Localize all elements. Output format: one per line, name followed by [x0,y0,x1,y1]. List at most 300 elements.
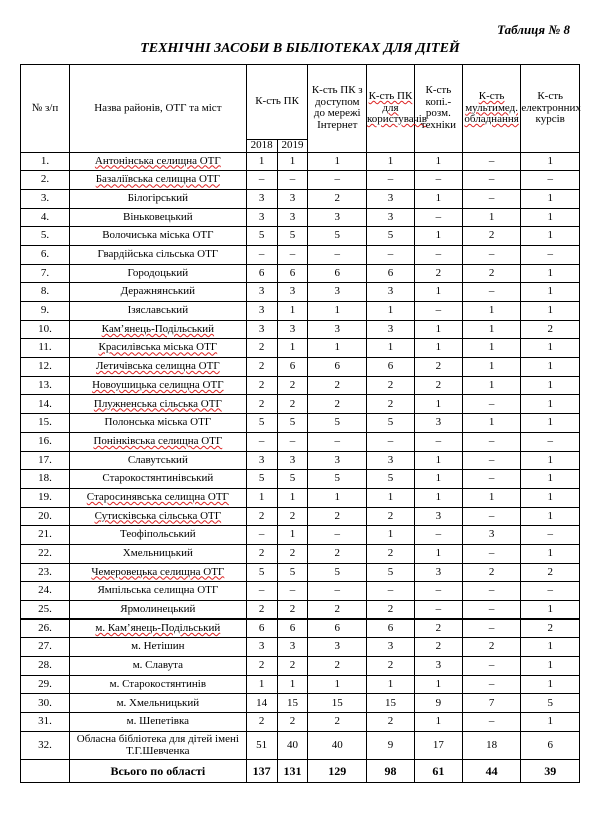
table-row [21,414,580,433]
row-number: 32. [21,731,70,759]
cell-users: 1 [367,302,415,321]
cell-ec: 1 [521,208,580,227]
cell-pc18: 3 [246,302,277,321]
cell-users: – [367,171,415,190]
cell-pc19: 5 [277,563,308,582]
row-number: 29. [21,675,70,694]
cell-equip: – [414,171,462,190]
table-row [21,638,580,657]
cell-ec: 1 [521,601,580,620]
row-name: Кам’янець-Подільський [69,320,246,339]
total-mm: 44 [462,759,521,782]
row-number: 11. [21,339,70,358]
row-number: 31. [21,713,70,732]
table-row [21,675,580,694]
cell-mm: – [462,189,521,208]
cell-mm: 1 [462,358,521,377]
cell-inet: 40 [308,731,367,759]
cell-pc19: 3 [277,320,308,339]
cell-equip: 2 [414,264,462,283]
cell-pc18: 14 [246,694,277,713]
cell-equip: 2 [414,638,462,657]
cell-pc18: 3 [246,189,277,208]
cell-mm: 1 [462,208,521,227]
cell-mm: – [462,601,521,620]
cell-inet: 2 [308,376,367,395]
cell-equip: 2 [414,358,462,377]
row-name: м. Шепетівка [69,713,246,732]
cell-users: – [367,245,415,264]
table-row [21,432,580,451]
row-name: м. Кам’янець-Подільський [69,619,246,638]
cell-mm: – [462,470,521,489]
cell-inet: 6 [308,619,367,638]
cell-mm: – [462,152,521,171]
cell-users: – [367,582,415,601]
total-label: Всього по області [69,759,246,782]
row-number: 15. [21,414,70,433]
cell-inet: – [308,171,367,190]
row-name: Волочиська міська ОТГ [69,227,246,246]
cell-mm: 1 [462,302,521,321]
cell-pc19: 5 [277,414,308,433]
row-number: 9. [21,302,70,321]
cell-inet: 1 [308,339,367,358]
table-row [21,171,580,190]
cell-users: 3 [367,320,415,339]
total-pc19: 131 [277,759,308,782]
row-name: Понінківська селищна ОТГ [69,432,246,451]
cell-equip: 1 [414,544,462,563]
cell-mm: 2 [462,563,521,582]
cell-users: 1 [367,152,415,171]
cell-equip: 1 [414,675,462,694]
table-row [21,208,580,227]
cell-equip: 3 [414,657,462,676]
cell-users: 5 [367,470,415,489]
cell-pc19: 5 [277,227,308,246]
row-number: 3. [21,189,70,208]
row-number: 6. [21,245,70,264]
cell-mm: – [462,582,521,601]
header-year-2018: 2018 [246,140,277,153]
table-row [21,320,580,339]
cell-equip: 1 [414,470,462,489]
cell-inet: 2 [308,544,367,563]
cell-ec: 1 [521,638,580,657]
cell-ec: 1 [521,488,580,507]
cell-pc19: 2 [277,507,308,526]
row-name: Старокостянтинівський [69,470,246,489]
header-name: Назва районів, ОТГ та міст [69,65,246,153]
cell-pc18: 1 [246,152,277,171]
cell-mm: 18 [462,731,521,759]
cell-users: 3 [367,638,415,657]
row-name: Гвардійська сільська ОТГ [69,245,246,264]
cell-ec: 1 [521,358,580,377]
technical-equipment-table [20,64,580,783]
cell-pc18: 1 [246,675,277,694]
cell-inet: 2 [308,713,367,732]
row-number: 16. [21,432,70,451]
cell-users: 2 [367,601,415,620]
row-name: Антонінська селищна ОТГ [69,152,246,171]
total-ec: 39 [521,759,580,782]
cell-inet: 6 [308,358,367,377]
cell-pc19: 5 [277,470,308,489]
cell-pc18: 2 [246,601,277,620]
cell-pc18: 2 [246,358,277,377]
cell-inet: 5 [308,414,367,433]
row-name: Хмельницький [69,544,246,563]
cell-users: 1 [367,488,415,507]
cell-equip: – [414,245,462,264]
cell-pc18: 3 [246,638,277,657]
row-name: Летичівська селищна ОТГ [69,358,246,377]
cell-mm: – [462,544,521,563]
cell-pc18: – [246,245,277,264]
header-number: № з/п [21,65,70,153]
cell-users: 6 [367,264,415,283]
cell-ec: 1 [521,507,580,526]
cell-pc18: – [246,432,277,451]
cell-ec: – [521,526,580,545]
row-name: Теофіпольський [69,526,246,545]
cell-pc19: 6 [277,264,308,283]
header-pc-count: К-сть ПК [246,65,308,140]
cell-pc18: – [246,582,277,601]
cell-pc19: 2 [277,395,308,414]
header-year-2019: 2019 [277,140,308,153]
cell-equip: 1 [414,451,462,470]
cell-ec: 1 [521,544,580,563]
cell-users: 2 [367,657,415,676]
row-name: м. Славута [69,657,246,676]
row-name: Полонська міська ОТГ [69,414,246,433]
row-number: 5. [21,227,70,246]
cell-mm: – [462,283,521,302]
cell-ec: 1 [521,227,580,246]
cell-pc18: 2 [246,713,277,732]
row-name: Ізяславський [69,302,246,321]
cell-equip: – [414,582,462,601]
cell-pc19: 2 [277,601,308,620]
row-name: м. Нетішин [69,638,246,657]
cell-inet: 5 [308,563,367,582]
row-name: Чемеровецька селищна ОТГ [69,563,246,582]
row-name: Городоцький [69,264,246,283]
cell-ec: 5 [521,694,580,713]
cell-inet: 3 [308,320,367,339]
table-row [21,470,580,489]
cell-mm: 1 [462,414,521,433]
total-inet: 129 [308,759,367,782]
cell-pc19: 2 [277,657,308,676]
cell-pc18: 5 [246,470,277,489]
cell-ec: 1 [521,395,580,414]
cell-pc19: 2 [277,544,308,563]
row-number: 2. [21,171,70,190]
cell-equip: 1 [414,395,462,414]
cell-pc19: 1 [277,339,308,358]
cell-ec: 1 [521,470,580,489]
cell-inet: 1 [308,488,367,507]
cell-inet: – [308,432,367,451]
cell-equip: 1 [414,152,462,171]
cell-inet: 15 [308,694,367,713]
cell-ec: 1 [521,657,580,676]
table-row [21,582,580,601]
table-row [21,526,580,545]
cell-mm: 1 [462,488,521,507]
cell-inet: 2 [308,601,367,620]
row-number: 22. [21,544,70,563]
row-number: 12. [21,358,70,377]
cell-equip: 1 [414,339,462,358]
cell-inet: 3 [308,208,367,227]
row-name: Базаліївська селищна ОТГ [69,171,246,190]
row-number: 28. [21,657,70,676]
row-number: 19. [21,488,70,507]
table-row [21,488,580,507]
cell-equip: 2 [414,376,462,395]
row-name: Білогірський [69,189,246,208]
cell-equip: 3 [414,563,462,582]
cell-inet: 1 [308,152,367,171]
cell-pc19: 3 [277,451,308,470]
header-multimedia: К-сть мультимед. обладнання [462,65,521,153]
row-name: Деражнянський [69,283,246,302]
cell-users: 2 [367,544,415,563]
cell-pc18: – [246,171,277,190]
total-empty-cell [21,759,70,782]
row-number: 4. [21,208,70,227]
cell-pc18: 6 [246,619,277,638]
cell-ec: 1 [521,451,580,470]
cell-mm: – [462,432,521,451]
cell-pc18: 6 [246,264,277,283]
cell-mm: – [462,507,521,526]
cell-pc18: 2 [246,507,277,526]
cell-pc19: 2 [277,376,308,395]
row-number: 13. [21,376,70,395]
cell-equip: 17 [414,731,462,759]
table-row [21,713,580,732]
cell-equip: 1 [414,189,462,208]
row-number: 20. [21,507,70,526]
cell-users: 2 [367,713,415,732]
cell-pc18: – [246,526,277,545]
cell-pc19: – [277,582,308,601]
cell-ec: 1 [521,339,580,358]
row-name: Красилівська міська ОТГ [69,339,246,358]
cell-ec: – [521,171,580,190]
cell-inet: 5 [308,227,367,246]
cell-inet: – [308,245,367,264]
cell-users: 1 [367,675,415,694]
row-name: Старосинявська селищна ОТГ [69,488,246,507]
table-row [21,601,580,620]
cell-ec: 1 [521,189,580,208]
table-number-label: Таблиця № 8 [497,22,570,37]
row-number: 7. [21,264,70,283]
cell-inet: 1 [308,302,367,321]
cell-ec: 2 [521,619,580,638]
row-name: Плужненська сільська ОТГ [69,395,246,414]
cell-inet: 6 [308,264,367,283]
table-row [21,395,580,414]
table-row [21,302,580,321]
cell-equip: 9 [414,694,462,713]
row-number: 26. [21,619,70,638]
cell-pc19: 1 [277,675,308,694]
table-row [21,264,580,283]
cell-ec: 1 [521,264,580,283]
cell-users: 2 [367,376,415,395]
cell-mm: 2 [462,264,521,283]
table-row [21,731,580,759]
row-name: Обласна бібліотека для дітей імені Т.Г.Шевченка [69,731,246,759]
cell-pc19: 3 [277,283,308,302]
table-row [21,657,580,676]
cell-ec: 2 [521,320,580,339]
cell-users: 5 [367,227,415,246]
cell-pc18: 2 [246,657,277,676]
header-users-pc: К-сть ПК для користувачів [367,65,415,153]
cell-users: 1 [367,339,415,358]
table-row [21,227,580,246]
cell-ec: 1 [521,283,580,302]
cell-users: 5 [367,563,415,582]
cell-inet: 3 [308,451,367,470]
cell-pc18: 5 [246,563,277,582]
cell-pc19: 3 [277,189,308,208]
cell-pc18: 5 [246,414,277,433]
cell-users: 15 [367,694,415,713]
cell-ec: 1 [521,713,580,732]
cell-pc18: 2 [246,339,277,358]
total-pc18: 137 [246,759,277,782]
cell-ec: – [521,245,580,264]
cell-mm: – [462,619,521,638]
cell-equip: 3 [414,414,462,433]
cell-mm: 1 [462,339,521,358]
table-row [21,245,580,264]
cell-equip: 1 [414,283,462,302]
row-name: Віньковецький [69,208,246,227]
cell-mm: – [462,245,521,264]
total-row [21,759,580,782]
cell-ec: 1 [521,414,580,433]
cell-equip: – [414,601,462,620]
row-number: 17. [21,451,70,470]
cell-mm: 1 [462,376,521,395]
cell-pc19: – [277,245,308,264]
cell-equip: 2 [414,619,462,638]
row-number: 23. [21,563,70,582]
cell-mm: – [462,451,521,470]
cell-ec: 1 [521,675,580,694]
cell-ec: – [521,432,580,451]
cell-ec: 1 [521,152,580,171]
row-name: Новоушицька селищна ОТГ [69,376,246,395]
cell-inet: – [308,526,367,545]
table-row [21,376,580,395]
cell-pc19: 3 [277,208,308,227]
cell-pc19: 15 [277,694,308,713]
cell-users: 5 [367,414,415,433]
cell-equip: 1 [414,713,462,732]
cell-inet: 3 [308,283,367,302]
row-name: Ямпільська селищна ОТГ [69,582,246,601]
header-internet: К-сть ПК з доступом до мережі Інтернет [308,65,367,153]
cell-mm: – [462,713,521,732]
cell-inet: 1 [308,675,367,694]
cell-pc19: 3 [277,638,308,657]
cell-pc18: 3 [246,451,277,470]
cell-users: 3 [367,208,415,227]
cell-inet: 2 [308,395,367,414]
table-row [21,619,580,638]
cell-users: 3 [367,283,415,302]
row-name: Ярмолинецький [69,601,246,620]
row-number: 24. [21,582,70,601]
cell-users: 2 [367,507,415,526]
page-title: ТЕХНІЧНІ ЗАСОБИ В БІБЛІОТЕКАХ ДЛЯ ДІТЕЙ [140,41,460,56]
cell-users: 6 [367,619,415,638]
row-number: 18. [21,470,70,489]
cell-pc19: 2 [277,713,308,732]
header-e-courses: К-сть електронних курсів [521,65,580,153]
cell-mm: – [462,171,521,190]
cell-pc19: 1 [277,526,308,545]
cell-equip: – [414,526,462,545]
total-equip: 61 [414,759,462,782]
row-number: 27. [21,638,70,657]
cell-users: 1 [367,526,415,545]
cell-mm: – [462,675,521,694]
table-row [21,358,580,377]
cell-pc19: 6 [277,619,308,638]
cell-equip: 1 [414,488,462,507]
cell-ec: 2 [521,563,580,582]
header-copy-equipment: К-сть копі.-розм. техніки [414,65,462,153]
row-number: 8. [21,283,70,302]
row-number: 10. [21,320,70,339]
cell-pc18: 3 [246,283,277,302]
cell-pc19: – [277,171,308,190]
cell-pc18: 51 [246,731,277,759]
table-row [21,507,580,526]
table-row [21,451,580,470]
row-name: Славутський [69,451,246,470]
cell-users: 2 [367,395,415,414]
table-row [21,563,580,582]
cell-pc19: 1 [277,488,308,507]
cell-mm: 7 [462,694,521,713]
cell-pc19: 1 [277,302,308,321]
cell-equip: – [414,208,462,227]
cell-pc18: 1 [246,488,277,507]
row-number: 21. [21,526,70,545]
cell-ec: 1 [521,302,580,321]
cell-pc19: 1 [277,152,308,171]
cell-pc19: 40 [277,731,308,759]
cell-users: 6 [367,358,415,377]
cell-equip: 3 [414,507,462,526]
cell-mm: – [462,657,521,676]
cell-inet: 5 [308,470,367,489]
